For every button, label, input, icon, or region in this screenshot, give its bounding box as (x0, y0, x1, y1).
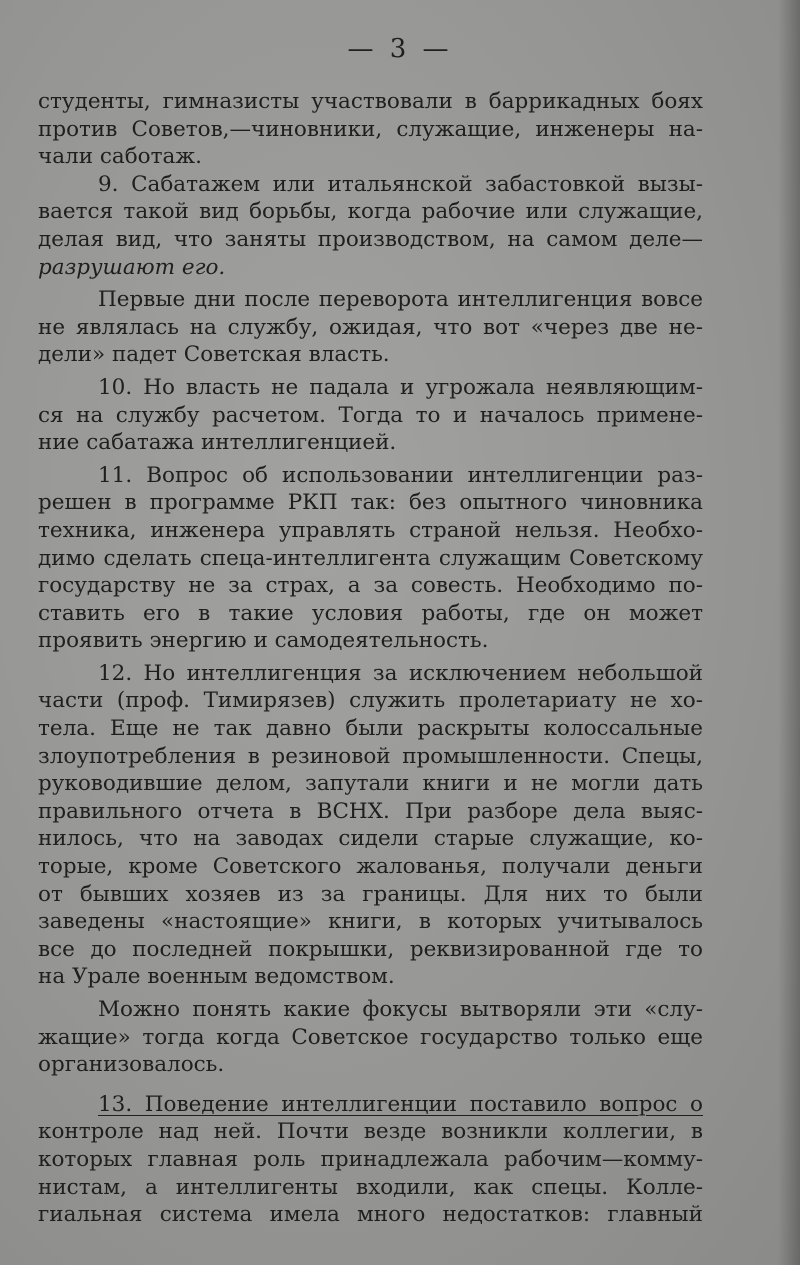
text-line: все до последней покрышки, реквизированной где то (38, 936, 703, 962)
text-line: жащие» тогда когда Советское государство только еще (38, 1024, 703, 1050)
text-line: торые, кроме Советского жалованья, получали деньги (38, 854, 703, 880)
paragraph-12-start: 12. Но интеллигенция за исключением небольшой (98, 660, 703, 686)
body-text (38, 88, 703, 1229)
paragraph-11-start: 11. Вопрос об использовании интеллигенции раз- (98, 462, 703, 488)
text-line: димо сделать спеца-интеллигента служащим Советскому (38, 545, 703, 571)
text-line: организовалось. (38, 1052, 225, 1078)
page-spine-shadow (778, 0, 800, 1265)
text-line: ние сабатажа интеллигенцией. (38, 430, 397, 456)
page-number: — 3 — (347, 34, 453, 64)
text-line: против Советов,—чиновники, служащие, инженеры на- (38, 116, 703, 142)
text-line: проявить энергию и самодеятельность. (38, 628, 489, 654)
text-line: от бывших хозяев из за границы. Для них то были (38, 881, 703, 907)
text-line: вается такой вид борьбы, когда рабочие или служащие, (38, 199, 703, 225)
paragraph-10-start: 10. Но власть не падала и угрожала неявляющим- (98, 374, 703, 400)
text-line: части (проф. Тимирязев) служить пролетариату не хо- (38, 688, 703, 714)
text-line: нистам, а интеллигенты входили, как спецы. Колле- (38, 1174, 703, 1200)
text-line: контроле над ней. Почти везде возникли коллегии, в (38, 1119, 703, 1145)
text-line: руководившие делом, запутали книги и не могли дать (38, 771, 703, 797)
text-line: злоупотребления в резиновой промышленности. Спецы, (38, 743, 703, 769)
text-line: не являлась на службу, ожидая, что вот «через две не- (38, 314, 703, 340)
text-line: которых главная роль принадлежала рабочим—комму- (38, 1146, 703, 1172)
text-line: на Урале военным ведомством. (38, 964, 395, 990)
text-line: студенты, гимназисты участвовали в баррикадных боях (38, 89, 703, 114)
text-line: нилось, что на заводах сидели старые служащие, ко- (38, 826, 703, 852)
paragraph-start: Можно понять какие фокусы вытворяли эти «слу- (98, 997, 703, 1022)
text-line: чали саботаж. (38, 144, 202, 170)
text-line: дели» падет Советская власть. (38, 342, 390, 368)
text-line-italic: разрушают его. (38, 254, 226, 280)
text-line: ставить его в такие условия работы, где он может (38, 600, 703, 626)
text-line: заведены «настоящие» книги, в которых учитывалось (38, 909, 703, 935)
paragraph-start: Первые дни после переворота интеллигенция вовсе (98, 287, 703, 313)
text-line: государству не за страх, а за совесть. Необходимо по- (38, 573, 703, 599)
paragraph-9-start: 9. Сабатажем или итальянской забастовкой вызы- (98, 171, 703, 197)
text-line: делая вид, что заняты производством, на самом деле— (38, 226, 703, 252)
text-line: правильного отчета в ВСНХ. При разборе дела выяс- (38, 798, 703, 824)
text-line: гиальная система имела много недостатков: главный (38, 1202, 703, 1228)
text-line: ся на службу расчетом. Тогда то и началось примене- (38, 402, 703, 428)
text-line: тела. Еще не так давно были раскрыты колоссальные (38, 716, 703, 742)
paragraph-13-start: 13. Поведение интеллигенции поставило вопрос о (98, 1091, 703, 1117)
text-line: решен в программе РКП так: без опытного чиновника (38, 490, 703, 516)
text-line: техника, инженера управлять страной нельзя. Необхо- (38, 517, 703, 543)
